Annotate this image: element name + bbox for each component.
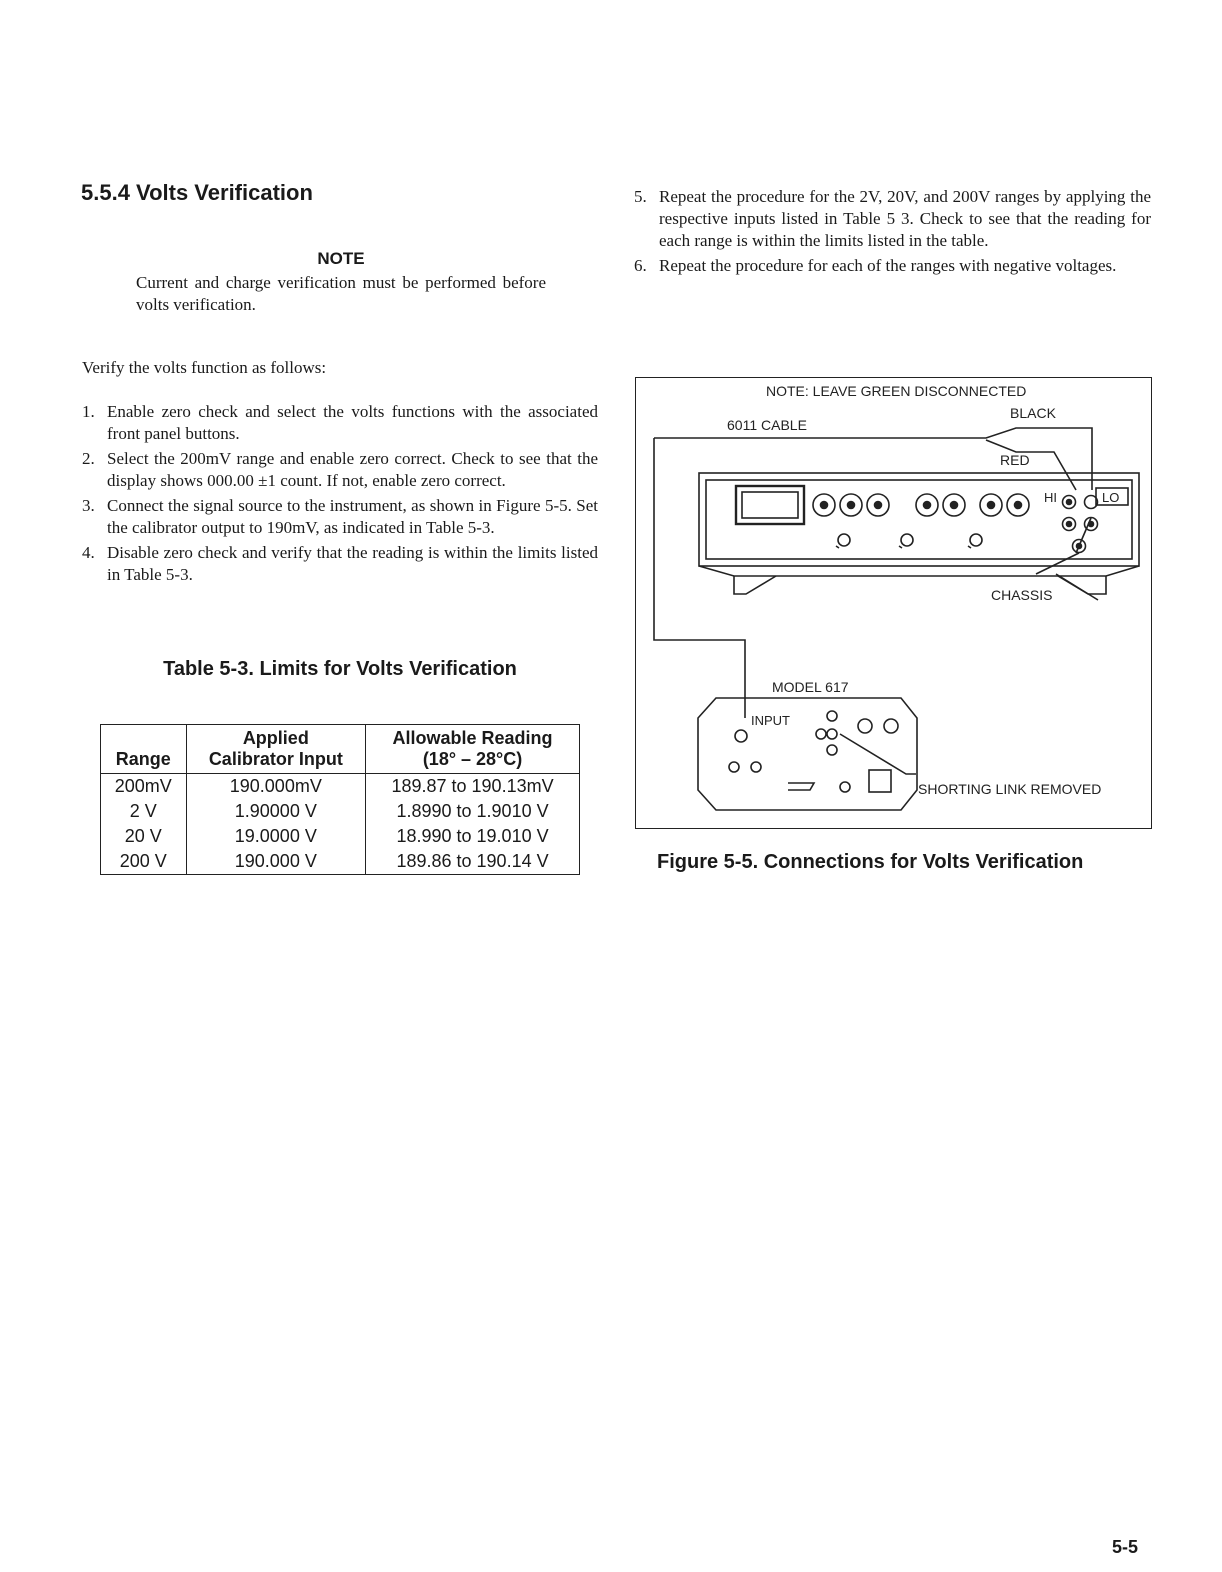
column-header-range-blank [101,725,187,750]
step-number: 3. [82,496,95,515]
table-row [101,774,580,800]
cell-reading: 1.8990 to 1.9010 V [366,799,580,824]
step-number: 2. [82,449,95,468]
column-header-applied: Applied [186,725,366,750]
column-header-range: Range [101,749,187,774]
list-item [82,495,598,539]
cell-range: 200mV [101,774,187,800]
procedure-steps-left [82,401,598,589]
procedure-steps-right [634,186,1151,280]
table-row [101,824,580,849]
black-lead-label: BLACK [1010,405,1056,421]
list-item [82,448,598,492]
step-number: 5. [634,187,647,206]
step-text: Connect the signal source to the instrument, as shown in Figure 5-5. Set the calibrator output to 190mV, as indicated in Table 5-3. [107,496,598,537]
cell-input: 1.90000 V [186,799,366,824]
table-row [101,799,580,824]
connection-diagram [636,378,1150,827]
section-title: 5.5.4 Volts Verification [81,180,313,205]
cell-reading: 189.86 to 190.14 V [366,849,580,875]
step-text: Repeat the procedure for each of the ranges with negative voltages. [659,256,1117,275]
red-lead-label: RED [1000,452,1030,468]
list-item [634,255,1151,277]
table-row [101,849,580,875]
step-text: Enable zero check and select the volts functions with the associated front panel buttons. [107,402,598,443]
calibrator-instrument [699,473,1139,594]
column-header-temperature: (18° – 28°C) [366,749,580,774]
cell-input: 190.000mV [186,774,366,800]
model-617-instrument [698,698,1101,810]
list-item [82,401,598,445]
note-heading: NOTE [317,249,365,268]
connection-figure [635,377,1152,829]
column-header-calibrator-input: Calibrator Input [186,749,366,774]
input-label: INPUT [751,713,790,728]
figure-caption: Figure 5-5. Connections for Volts Verification [657,851,1084,873]
page-number: 5-5 [1112,1537,1139,1557]
knob-row [813,494,1029,516]
step-number: 6. [634,256,647,275]
note-body: Current and charge verification must be performed before volts verification. [136,273,546,314]
cell-range: 20 V [101,824,187,849]
cell-reading: 18.990 to 19.010 V [366,824,580,849]
cell-range: 200 V [101,849,187,875]
step-text: Repeat the procedure for the 2V, 20V, and 200V ranges by applying the respective inputs listed in Table 5 3. Check to see that the reading for each range is within the limits listed in the table. [659,187,1151,250]
chassis-label: CHASSIS [991,587,1053,603]
column-header-reading: Allowable Reading [366,725,580,750]
step-number: 4. [82,543,95,562]
cell-input: 19.0000 V [186,824,366,849]
step-text: Select the 200mV range and enable zero correct. Check to see that the display shows 000.00 ±1 count. If not, enable zero correct. [107,449,598,490]
cable-label: 6011 CABLE [727,417,807,433]
note-label: NOTE: LEAVE GREEN DISCONNECTED [766,383,1027,399]
step-text: Disable zero check and verify that the reading is within the limits listed in Table 5-3. [107,543,598,584]
model-label: MODEL 617 [772,679,849,695]
lo-terminal-label: LO [1102,490,1120,505]
cell-input: 190.000 V [186,849,366,875]
limits-table [100,724,580,875]
hi-terminal-label: HI [1044,490,1057,505]
table-title: Table 5-3. Limits for Volts Verification [163,658,517,680]
cell-range: 2 V [101,799,187,824]
shorting-link-label: SHORTING LINK REMOVED [918,781,1102,797]
cell-reading: 189.87 to 190.13mV [366,774,580,800]
step-number: 1. [82,402,95,421]
list-item [634,186,1151,252]
intro-text: Verify the volts function as follows: [82,358,327,377]
list-item [82,542,598,586]
